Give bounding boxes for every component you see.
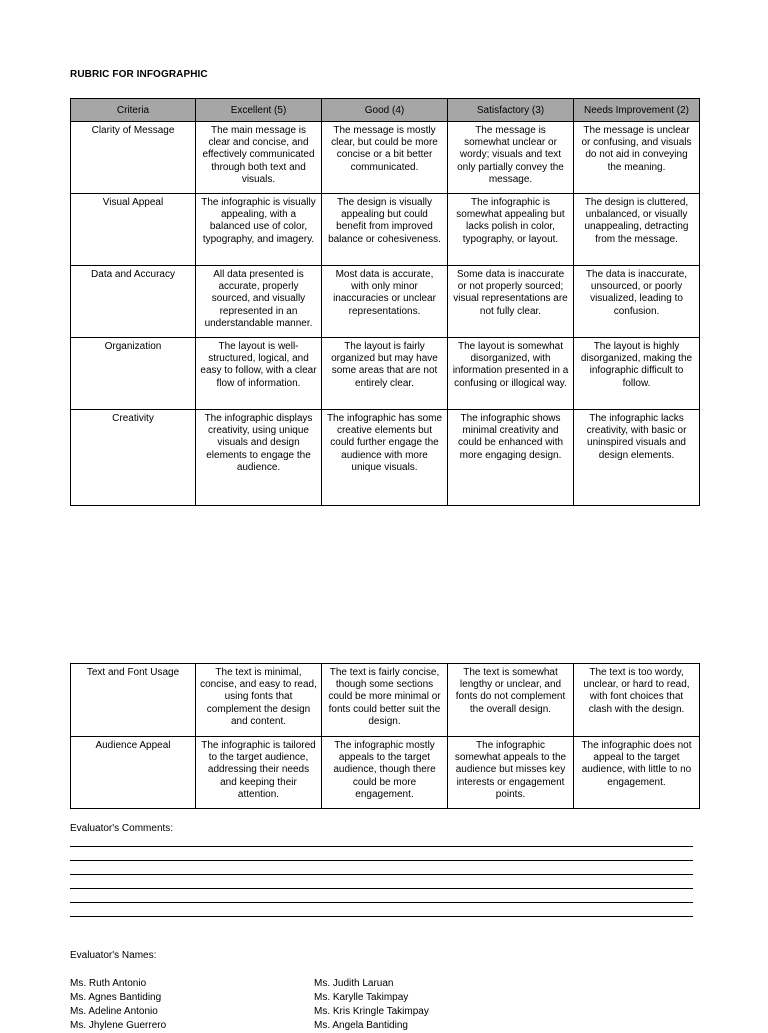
needs-improvement-cell: The design is cluttered, unbalanced, or visually unappealing, detracting from the message. — [574, 194, 700, 266]
comment-line — [70, 846, 693, 847]
excellent-cell: All data presented is accurate, properly sourced, and visually represented in an understandable manner. — [196, 266, 322, 338]
needs-improvement-cell: The data is inaccurate, unsourced, or poorly visualized, leading to confusion. — [574, 266, 700, 338]
criteria-cell: Data and Accuracy — [71, 266, 196, 338]
good-cell: The message is mostly clear, but could be more concise or a bit better communicated. — [322, 122, 448, 194]
good-cell: Most data is accurate, with only minor inaccuracies or unclear representations. — [322, 266, 448, 338]
good-cell: The infographic has some creative elements but could further engage the audience with more unique visuals. — [322, 410, 448, 506]
comment-line — [70, 916, 693, 917]
good-cell: The design is visually appealing but could benefit from improved balance or cohesiveness. — [322, 194, 448, 266]
document-title: RUBRIC FOR INFOGRAPHIC — [70, 69, 208, 80]
evaluator-name: Ms. Ruth Antonio — [70, 978, 147, 989]
comment-line — [70, 888, 693, 889]
table-header-row — [71, 99, 700, 122]
rubric-table-page1 — [70, 98, 700, 506]
good-cell: The text is fairly concise, though some sections could be more minimal or fonts could better suit the design. — [322, 664, 448, 737]
table-row — [71, 194, 700, 266]
header-satisfactory: Satisfactory (3) — [448, 99, 574, 122]
table-row — [71, 266, 700, 338]
evaluator-comments-label: Evaluator's Comments: — [70, 823, 174, 834]
comment-line — [70, 902, 693, 903]
table-row — [71, 122, 700, 194]
evaluator-name: Ms. Jhylene Guerrero — [70, 1020, 167, 1031]
rubric-table-page2 — [70, 663, 700, 809]
excellent-cell: The layout is well-structured, logical, and easy to follow, with a clear flow of information. — [196, 338, 322, 410]
needs-improvement-cell: The message is unclear or confusing, and visuals do not aid in conveying the meaning. — [574, 122, 700, 194]
satisfactory-cell: Some data is inaccurate or not properly sourced; visual representations are not fully clear. — [448, 266, 574, 338]
evaluator-name: Ms. Karylle Takimpay — [314, 992, 409, 1003]
good-cell: The infographic mostly appeals to the target audience, though there could be more engagement. — [322, 737, 448, 809]
criteria-cell: Audience Appeal — [71, 737, 196, 809]
evaluator-names-label: Evaluator's Names: — [70, 950, 157, 961]
table-row — [71, 664, 700, 737]
needs-improvement-cell: The text is too wordy, unclear, or hard to read, with font choices that clash with the design. — [574, 664, 700, 737]
satisfactory-cell: The infographic is somewhat appealing but lacks polish in color, typography, or layout. — [448, 194, 574, 266]
needs-improvement-cell: The infographic does not appeal to the target audience, with little to no engagement. — [574, 737, 700, 809]
evaluator-name: Ms. Agnes Bantiding — [70, 992, 162, 1003]
needs-improvement-cell: The layout is highly disorganized, making the infographic difficult to follow. — [574, 338, 700, 410]
comment-line — [70, 860, 693, 861]
evaluator-names-left — [70, 977, 166, 1033]
satisfactory-cell: The infographic shows minimal creativity and could be enhanced with more engaging design. — [448, 410, 574, 506]
satisfactory-cell: The infographic somewhat appeals to the audience but misses key interests or engagement points. — [448, 737, 574, 809]
criteria-cell: Organization — [71, 338, 196, 410]
needs-improvement-cell: The infographic lacks creativity, with basic or uninspired visuals and design elements. — [574, 410, 700, 506]
evaluator-name: Ms. Adeline Antonio — [70, 1006, 158, 1017]
evaluator-names-right — [314, 977, 429, 1033]
satisfactory-cell: The text is somewhat lengthy or unclear, and fonts do not complement the overall design. — [448, 664, 574, 737]
criteria-cell: Visual Appeal — [71, 194, 196, 266]
table-row — [71, 410, 700, 506]
criteria-cell: Clarity of Message — [71, 122, 196, 194]
excellent-cell: The text is minimal, concise, and easy to read, using fonts that complement the design and content. — [196, 664, 322, 737]
header-needs-improvement: Needs Improvement (2) — [574, 99, 700, 122]
header-criteria: Criteria — [71, 99, 196, 122]
evaluator-name: Ms. Judith Laruan — [314, 978, 394, 989]
satisfactory-cell: The layout is somewhat disorganized, with information presented in a confusing or illogical way. — [448, 338, 574, 410]
criteria-cell: Creativity — [71, 410, 196, 506]
header-excellent: Excellent (5) — [196, 99, 322, 122]
excellent-cell: The infographic is tailored to the target audience, addressing their needs and keeping their attention. — [196, 737, 322, 809]
excellent-cell: The main message is clear and concise, and effectively communicated through both text and visuals. — [196, 122, 322, 194]
evaluator-name: Ms. Kris Kringle Takimpay — [314, 1006, 429, 1017]
comment-line — [70, 874, 693, 875]
table-row — [71, 737, 700, 809]
excellent-cell: The infographic displays creativity, using unique visuals and design elements to engage the audience. — [196, 410, 322, 506]
evaluator-name: Ms. Angela Bantiding — [314, 1020, 408, 1031]
table-row — [71, 338, 700, 410]
excellent-cell: The infographic is visually appealing, with a balanced use of color, typography, and imagery. — [196, 194, 322, 266]
satisfactory-cell: The message is somewhat unclear or wordy; visuals and text only partially convey the message. — [448, 122, 574, 194]
header-good: Good (4) — [322, 99, 448, 122]
criteria-cell: Text and Font Usage — [71, 664, 196, 737]
good-cell: The layout is fairly organized but may have some areas that are not entirely clear. — [322, 338, 448, 410]
